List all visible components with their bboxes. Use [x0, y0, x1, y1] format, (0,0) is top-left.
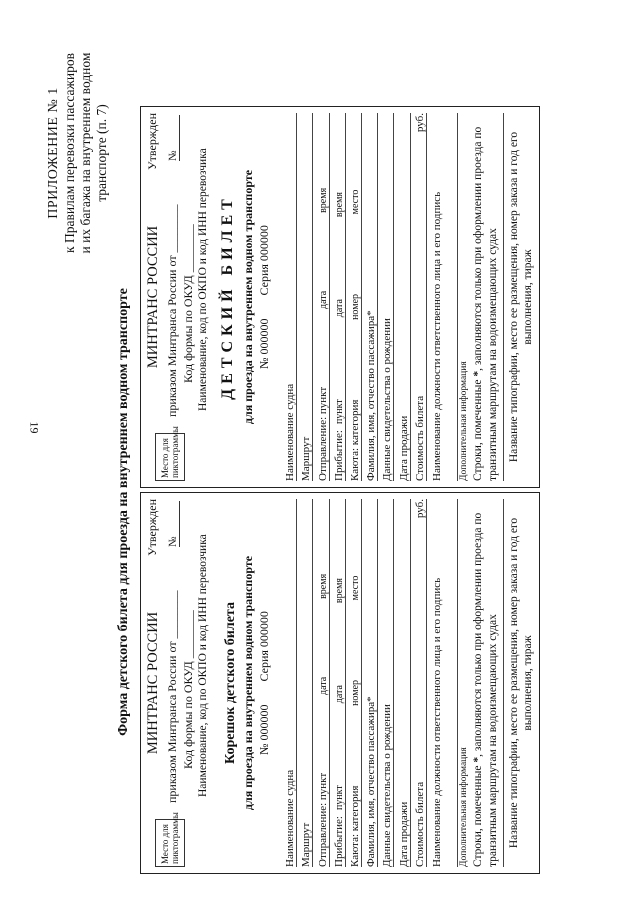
carrier-name-code: Наименование, код по ОКПО и код ИНН перевозчика	[197, 148, 209, 411]
pictogram-placeholder: Место для пиктограммы	[155, 819, 185, 867]
transit-note: Строки, помеченные *, заполняются только при оформлении проезда по транзитным маршрутам на водоизмещающих судах	[472, 512, 499, 867]
divider	[457, 499, 458, 867]
route-row: Маршрут	[297, 499, 313, 867]
document-sheet	[40, 22, 600, 882]
responsible-person-row: Наименование должности ответственного лица и его подпись	[430, 577, 443, 867]
order-line: приказом Минтранса России от ________	[165, 204, 179, 417]
ministry-name: МИНТРАНС РОССИИ	[145, 225, 161, 369]
ticket-series: Серия 000000	[257, 611, 271, 682]
carrier-name-code: Наименование, код по ОКПО и код ИНН перевозчика	[197, 534, 209, 797]
route-row: Маршрут	[297, 113, 313, 481]
transit-note: Строки, помеченные *, заполняются только при оформлении проезда по транзитным маршрутам на водоизмещающих судах	[472, 126, 499, 481]
appendix-title: ПРИЛОЖЕНИЕ № 1	[46, 87, 61, 219]
appendix-line-1: к Правилам перевозки пассажиров	[62, 53, 77, 253]
appendix-line-3: транспорте (п. 7)	[94, 104, 109, 202]
stub-heading: Корешок детского билета	[223, 602, 238, 764]
responsible-person-row: Наименование должности ответственного лица и его подпись	[430, 191, 443, 481]
arrival-row: Прибытие: пункт дата время	[330, 113, 346, 481]
stub-subheading: для проезда на внутреннем водном транспорте	[241, 555, 255, 811]
sale-date-row: Дата продажи	[394, 499, 410, 867]
approval-number: №	[167, 501, 180, 547]
child-ticket	[140, 106, 540, 488]
ticket-subheading: для проезда на внутреннем водном транспорте	[241, 169, 255, 425]
divider	[457, 113, 458, 481]
ticket-stub	[140, 492, 540, 874]
serial-row	[257, 107, 272, 487]
okud-line: Код формы по ОКУД ________	[181, 224, 195, 383]
printing-house-info: Название типографии, место ее размещения, номер заказа и год его выполнения, тираж	[508, 517, 534, 849]
birth-certificate-row: Данные свидетельства о рождении	[378, 499, 394, 867]
approved-label: Утвержден	[145, 113, 159, 170]
page-number: 19	[27, 421, 42, 434]
additional-info-label: Дополнительная информация	[459, 361, 469, 481]
approval-number: №	[167, 115, 180, 161]
ticket-cost-row: Стоимость билета руб.	[411, 113, 427, 481]
order-line: приказом Минтранса России от ________	[165, 590, 179, 803]
okud-line: Код формы по ОКУД ________	[181, 610, 195, 769]
birth-certificate-row: Данные свидетельства о рождении	[378, 113, 394, 481]
ticket-number: № 000000	[257, 704, 271, 755]
appendix-header	[46, 28, 110, 278]
ticket-cost-row: Стоимость билета руб.	[411, 499, 427, 867]
departure-row: Отправление: пункт дата время	[313, 499, 329, 867]
serial-row	[257, 493, 272, 873]
cabin-row: Каюта: категория номер место	[346, 499, 362, 867]
approved-label: Утвержден	[145, 499, 159, 556]
vessel-name-row: Наименование судна	[281, 113, 297, 481]
ticket-series: Серия 000000	[257, 225, 271, 296]
ministry-name: МИНТРАНС РОССИИ	[145, 611, 161, 755]
printing-house-info: Название типографии, место ее размещения, номер заказа и год его выполнения, тираж	[508, 131, 534, 463]
ticket-number: № 000000	[257, 318, 271, 369]
ticket-fields	[281, 113, 443, 481]
departure-row: Отправление: пункт дата время	[313, 113, 329, 481]
arrival-row: Прибытие: пункт дата время	[330, 499, 346, 867]
vessel-name-row: Наименование судна	[281, 499, 297, 867]
stub-fields	[281, 499, 443, 867]
passenger-name-row: Фамилия, имя, отчество пассажира*	[362, 499, 378, 867]
appendix-line-2: и их багажа на внутреннем водном	[78, 52, 93, 254]
passenger-name-row: Фамилия, имя, отчество пассажира*	[362, 113, 378, 481]
divider	[503, 499, 504, 867]
divider	[503, 113, 504, 481]
form-title: Форма детского билета для проезда на внутреннем водном транспорте	[116, 288, 131, 736]
ticket-heading: ДЕТСКИЙ БИЛЕТ	[219, 194, 236, 400]
cabin-row: Каюта: категория номер место	[346, 113, 362, 481]
pictogram-placeholder: Место для пиктограммы	[155, 433, 185, 481]
sale-date-row: Дата продажи	[394, 113, 410, 481]
additional-info-label: Дополнительная информация	[459, 747, 469, 867]
